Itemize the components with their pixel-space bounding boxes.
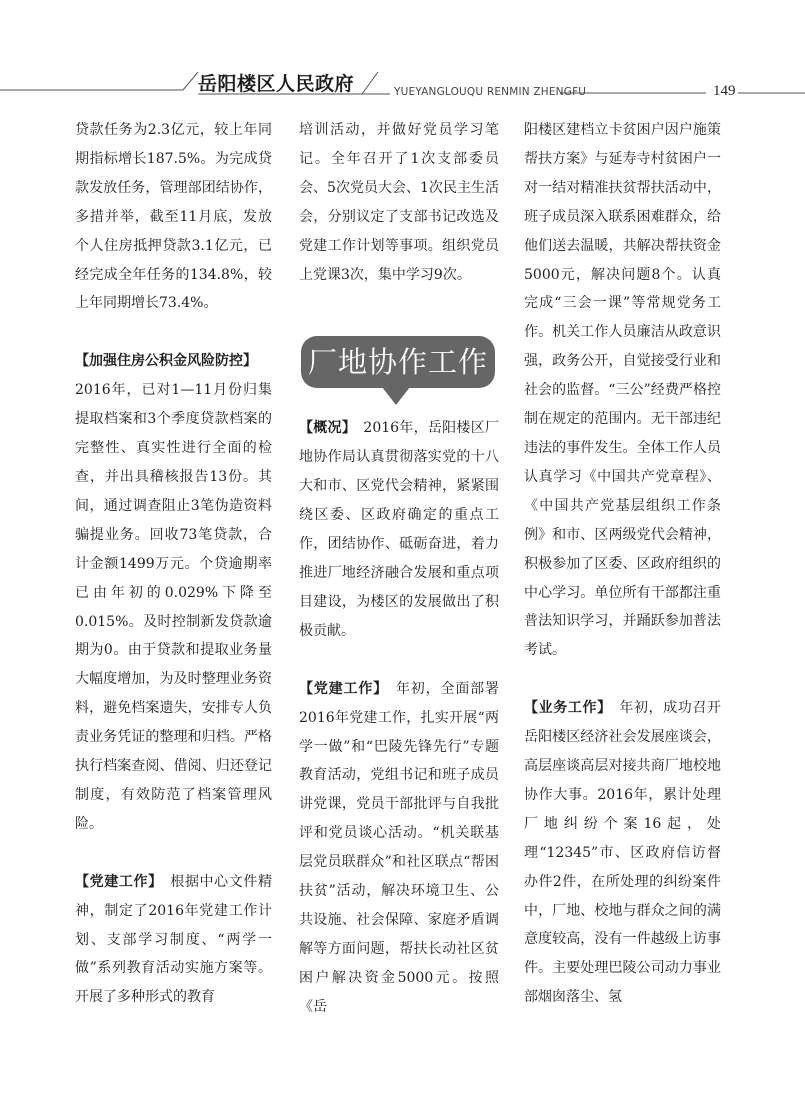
paragraph-text: 年初，全面部署2016年党建工作，扎实开展“两学一做”和“巴陵先锋先行”专题教育活动，党组书记和班子成员讲党课，党员干部批评与自我批评和党员谈心活动。“机关联基层党员联群众”和社区联点“帮困扶贫”活动，解决环境卫生、公共设施、社会保障、家庭矛盾调解等方面问题，帮扶长动社区贫困户解决资金5000元。按照《岳 (299, 680, 500, 1015)
header-title: 岳阳楼区人民政府 (198, 73, 355, 95)
column-3 (524, 116, 721, 1012)
paragraph-text: 年初，成功召开岳阳楼区经济社会发展座谈会，高层座谈高层对接共商厂地校地协作大事。2016年，累计处理厂地纠纷个案16起，处理“12345”市、区政府信访督办件2件，在所处理的纠纷案件中，厂地、校地与群众之间的满意度较高，没有一件越级上访事件。主要处理巴陵公司动力事业部烟囱落尘、氢 (524, 700, 722, 1006)
section-heading: 【概况】 (299, 420, 350, 437)
paragraph-text: 根据中心文件精神，制定了2016年党建工作计划、支部学习制度、“两学一做”系列教育活动实施方案等。开展了多种形式的教育 (75, 873, 273, 1006)
paragraph-text: 2016年，岳阳楼区厂地协作局认真贯彻落实党的十八大和市、区党代会精神，紧紧围绕区委、区政府确定的重点工作，团结协作、砥砺奋进，着力推进厂地经济融合发展和重点项目建设，为楼区的发展做出了积极贡献。 (299, 420, 499, 639)
header-pinyin: YUEYANGLOUQU RENMIN ZHENGFU (394, 86, 587, 98)
paragraph (524, 694, 721, 1012)
column-2 (299, 116, 499, 1022)
section-banner-tail (382, 387, 410, 405)
paragraph: 阳楼区建档立卡贫困户因户施策帮扶方案》与延寿寺村贫困户一对一结对精准扶贫帮扶活动中，班子成员深入联系困难群众，给他们送去温暖，共解决帮扶资金5000元，解决问题8个。认真完成“三会一课”等常规党务工作。机关工作人员廉洁从政意识强，政务公开，自觉接受行业和社会的监督。“三公”经费严格控制在规定的范围内。无干部违纪违法的事件发生。全体工作人员认真学习《中国共产党章程》、《中国共产党基层组织工作条例》和市、区两级党代会精神，积极参加了区委、区政府组织的中心学习。单位所有干部都注重普法知识学习，并踊跃参加普法考试。 (524, 122, 721, 659)
paragraph: 贷款任务为2.3亿元，较上年同期指标增长187.5%。为完成贷款发放任务，管理部团结协作，多措并举，截至11月底，发放个人住房抵押贷款3.1亿元，已经完成全年任务的134.8%，较上年同期增长73.4%。 (75, 122, 272, 312)
page-header (0, 0, 805, 110)
section-heading: 【党建工作】 (299, 680, 382, 697)
paragraph (299, 675, 499, 1022)
paragraph (75, 868, 272, 1013)
section-banner-title: 厂地协作工作 (307, 345, 488, 379)
section-heading: 【加强住房公积金风险防控】 (75, 353, 257, 370)
column-1 (75, 116, 272, 1012)
section-heading: 【业务工作】 (524, 700, 605, 717)
paragraph: 2016年，已对1—11月份归集提取档案和3个季度贷款档案的完整性、真实性进行全面的检查，并出具稽核报告13份。其间，通过调查阻止3笔伪造资料骗提业务。回收73笔贷款，合计金额1499万元。个贷逾期率已由年初的0.029%下降至0.015%。及时控制新发贷款逾期为0。由于贷款和提取业务量大幅度增加，为及时整理业务资料，避免档案遗失，安排专人负责业务凭证的整理和归档。严格执行档案查阅、借阅、归还登记制度，有效防范了档案管理风险。 (75, 382, 272, 832)
paragraph: 培训活动，并做好党员学习笔记。全年召开了1次支部委员会、5次党员大会、1次民主生活会，分别议定了支部书记改选及党建工作计划等事项。组织党员上党课3次，集中学习9次。 (299, 122, 499, 283)
page-number: 149 (713, 83, 736, 99)
section-heading: 【党建工作】 (75, 873, 156, 890)
paragraph (299, 414, 499, 645)
